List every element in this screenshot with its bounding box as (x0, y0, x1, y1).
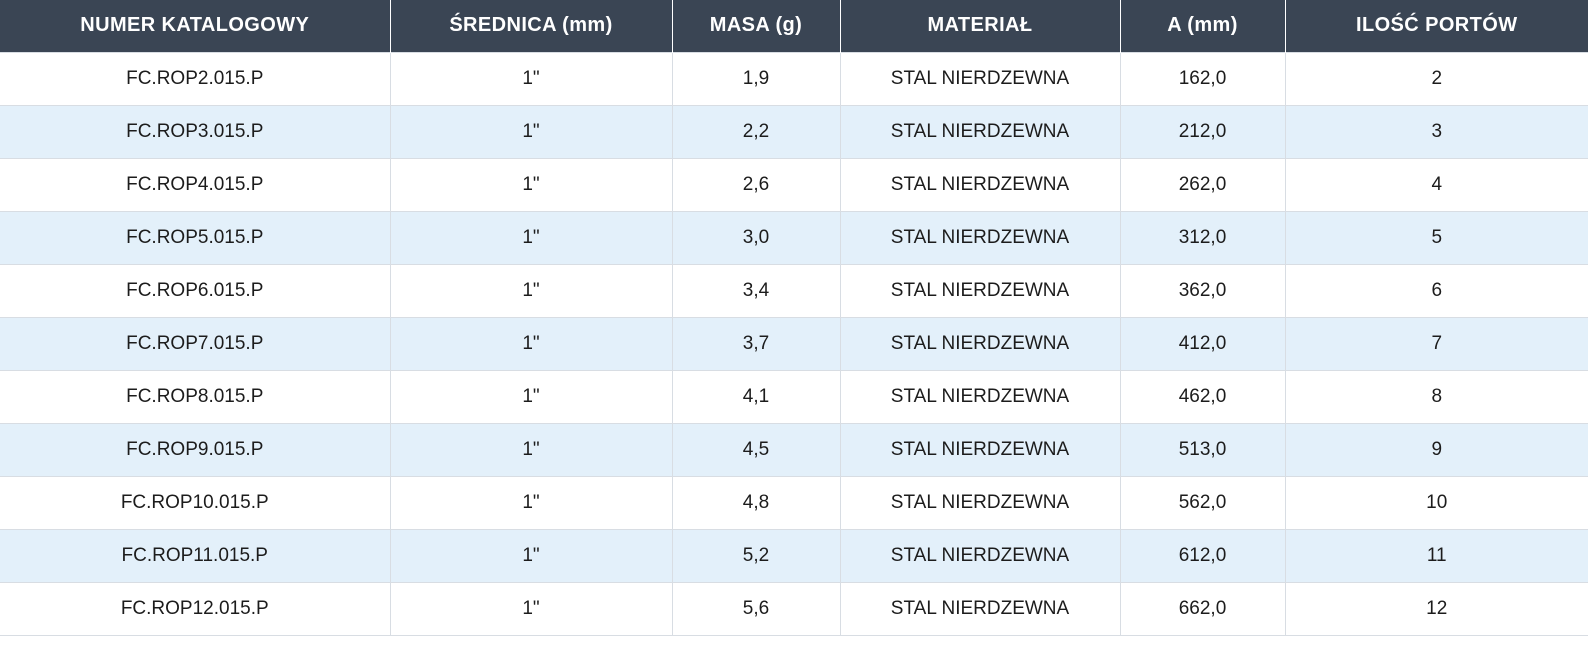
cell-diameter: 1" (390, 158, 672, 211)
table-row (0, 105, 1588, 158)
cell-material: STAL NIERDZEWNA (840, 105, 1120, 158)
cell-diameter: 1" (390, 317, 672, 370)
table-bottom-spacer (0, 636, 1588, 644)
cell-catalog-number: FC.ROP2.015.P (0, 52, 390, 105)
table-row (0, 211, 1588, 264)
cell-catalog-number: FC.ROP7.015.P (0, 317, 390, 370)
cell-catalog-number: FC.ROP8.015.P (0, 370, 390, 423)
cell-material: STAL NIERDZEWNA (840, 476, 1120, 529)
cell-mass: 5,6 (672, 582, 840, 635)
cell-a: 612,0 (1120, 529, 1285, 582)
cell-catalog-number: FC.ROP11.015.P (0, 529, 390, 582)
column-header-a: A (mm) (1120, 0, 1285, 52)
cell-material: STAL NIERDZEWNA (840, 264, 1120, 317)
cell-mass: 4,5 (672, 423, 840, 476)
table-body (0, 52, 1588, 635)
cell-mass: 3,7 (672, 317, 840, 370)
table-row (0, 158, 1588, 211)
cell-catalog-number: FC.ROP3.015.P (0, 105, 390, 158)
column-header-masa: MASA (g) (672, 0, 840, 52)
table-header-row (0, 0, 1588, 52)
cell-mass: 4,8 (672, 476, 840, 529)
table-header (0, 0, 1588, 52)
cell-diameter: 1" (390, 423, 672, 476)
cell-port-count: 6 (1285, 264, 1588, 317)
cell-mass: 5,2 (672, 529, 840, 582)
cell-a: 212,0 (1120, 105, 1285, 158)
cell-catalog-number: FC.ROP9.015.P (0, 423, 390, 476)
cell-a: 662,0 (1120, 582, 1285, 635)
column-header-srednica: ŚREDNICA (mm) (390, 0, 672, 52)
cell-material: STAL NIERDZEWNA (840, 211, 1120, 264)
table-row (0, 582, 1588, 635)
table-row (0, 52, 1588, 105)
cell-catalog-number: FC.ROP5.015.P (0, 211, 390, 264)
cell-port-count: 7 (1285, 317, 1588, 370)
cell-catalog-number: FC.ROP4.015.P (0, 158, 390, 211)
cell-port-count: 4 (1285, 158, 1588, 211)
cell-port-count: 3 (1285, 105, 1588, 158)
cell-a: 562,0 (1120, 476, 1285, 529)
cell-material: STAL NIERDZEWNA (840, 582, 1120, 635)
cell-port-count: 5 (1285, 211, 1588, 264)
cell-mass: 3,4 (672, 264, 840, 317)
cell-material: STAL NIERDZEWNA (840, 423, 1120, 476)
cell-port-count: 11 (1285, 529, 1588, 582)
cell-port-count: 8 (1285, 370, 1588, 423)
table-row (0, 476, 1588, 529)
cell-a: 312,0 (1120, 211, 1285, 264)
cell-diameter: 1" (390, 582, 672, 635)
cell-port-count: 2 (1285, 52, 1588, 105)
cell-material: STAL NIERDZEWNA (840, 317, 1120, 370)
cell-catalog-number: FC.ROP12.015.P (0, 582, 390, 635)
cell-mass: 1,9 (672, 52, 840, 105)
column-header-material: MATERIAŁ (840, 0, 1120, 52)
cell-a: 462,0 (1120, 370, 1285, 423)
cell-diameter: 1" (390, 476, 672, 529)
column-header-ilosc-portow: ILOŚĆ PORTÓW (1285, 0, 1588, 52)
cell-mass: 3,0 (672, 211, 840, 264)
cell-mass: 2,6 (672, 158, 840, 211)
table-row (0, 317, 1588, 370)
cell-diameter: 1" (390, 264, 672, 317)
cell-diameter: 1" (390, 529, 672, 582)
cell-diameter: 1" (390, 211, 672, 264)
cell-port-count: 9 (1285, 423, 1588, 476)
cell-a: 362,0 (1120, 264, 1285, 317)
cell-material: STAL NIERDZEWNA (840, 529, 1120, 582)
cell-a: 513,0 (1120, 423, 1285, 476)
table-row (0, 264, 1588, 317)
cell-mass: 4,1 (672, 370, 840, 423)
table-row (0, 529, 1588, 582)
cell-material: STAL NIERDZEWNA (840, 370, 1120, 423)
table-row (0, 370, 1588, 423)
cell-diameter: 1" (390, 370, 672, 423)
cell-a: 412,0 (1120, 317, 1285, 370)
cell-diameter: 1" (390, 105, 672, 158)
cell-mass: 2,2 (672, 105, 840, 158)
cell-material: STAL NIERDZEWNA (840, 158, 1120, 211)
cell-a: 262,0 (1120, 158, 1285, 211)
cell-a: 162,0 (1120, 52, 1285, 105)
cell-material: STAL NIERDZEWNA (840, 52, 1120, 105)
cell-diameter: 1" (390, 52, 672, 105)
column-header-numer-katalogowy: NUMER KATALOGOWY (0, 0, 390, 52)
cell-catalog-number: FC.ROP10.015.P (0, 476, 390, 529)
cell-port-count: 10 (1285, 476, 1588, 529)
cell-catalog-number: FC.ROP6.015.P (0, 264, 390, 317)
cell-port-count: 12 (1285, 582, 1588, 635)
table-row (0, 423, 1588, 476)
